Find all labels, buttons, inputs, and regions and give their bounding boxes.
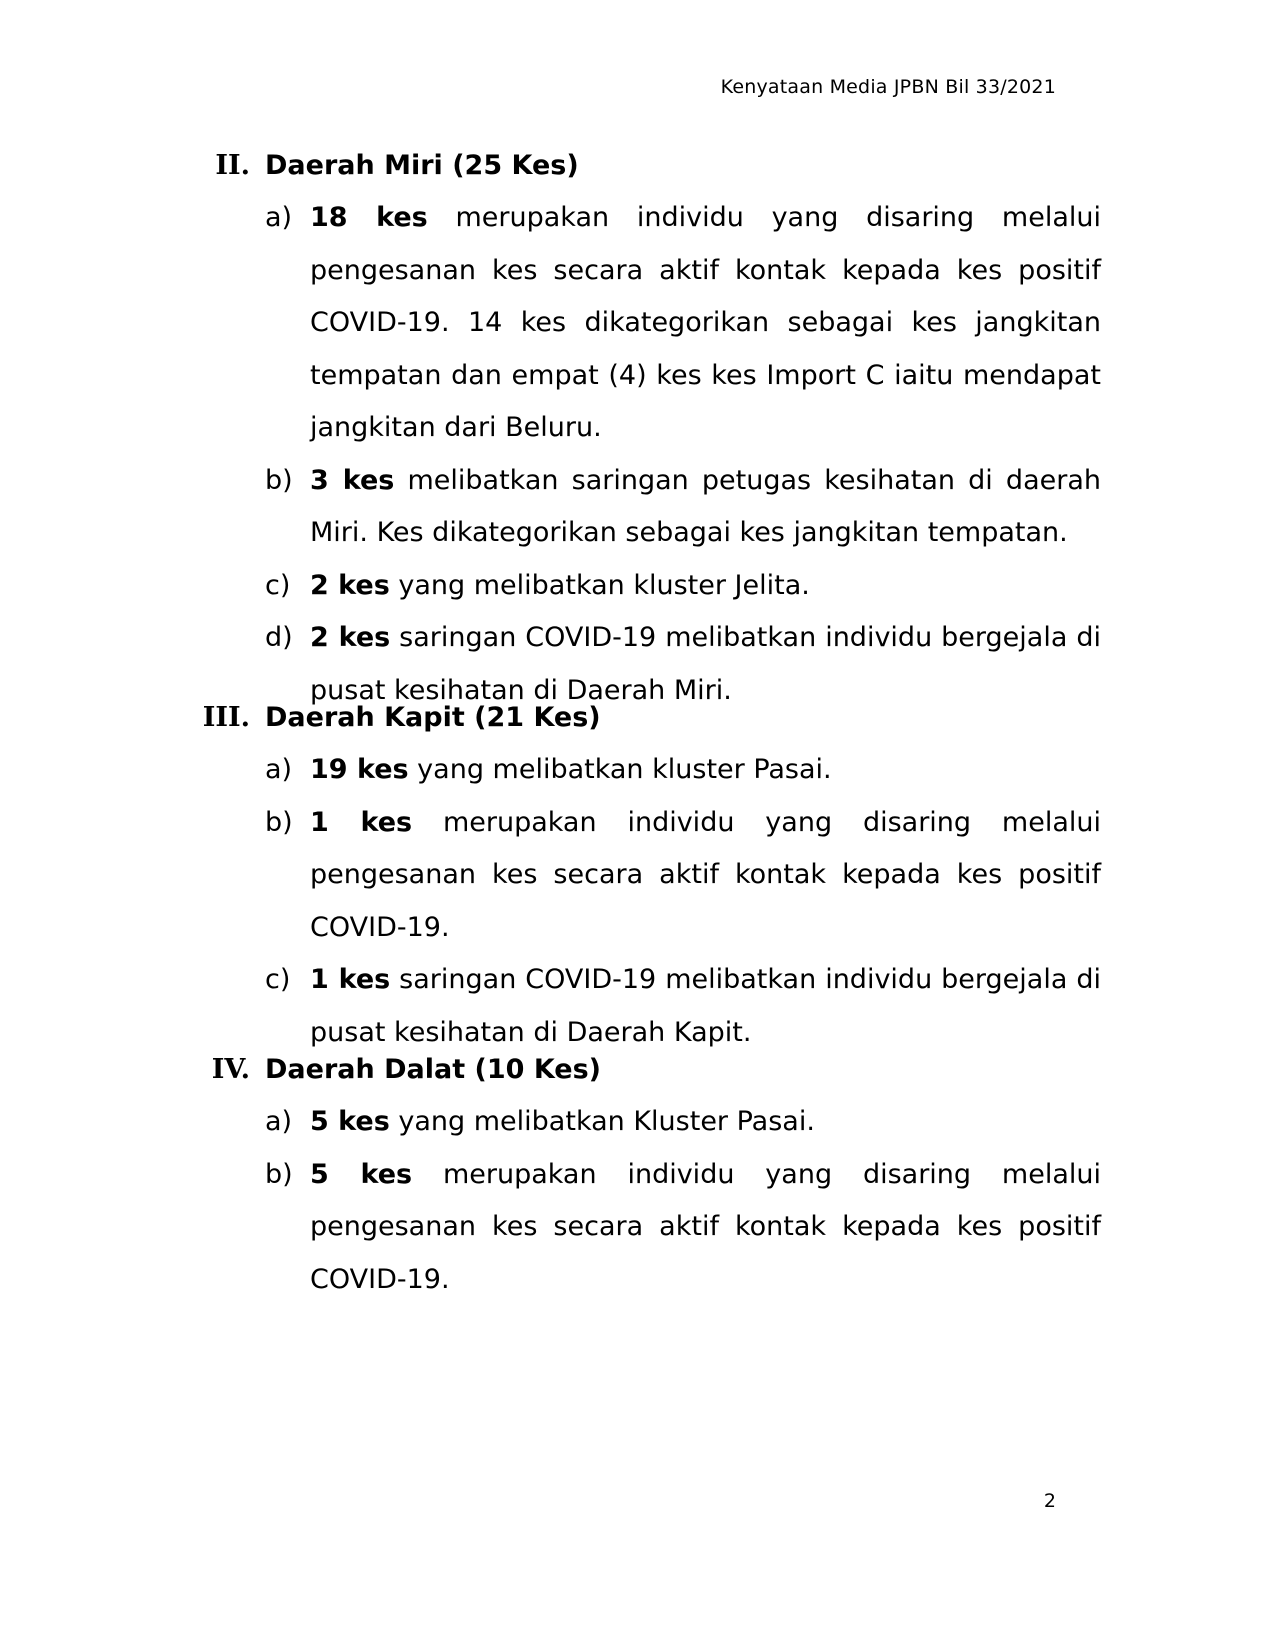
item-label: c) [265, 569, 291, 601]
list-item [0, 1149, 1275, 1307]
item-description: yang melibatkan kluster Jelita. [389, 569, 810, 601]
item-text [310, 192, 1101, 455]
item-description: saringan COVID-19 melibatkan individu bergejala di pusat kesihatan di Daerah Miri. [310, 622, 1101, 706]
item-text [310, 1096, 1101, 1149]
item-description: melibatkan saringan petugas kesihatan di daerah Miri. Kes dikategorikan sebagai kes jangkitan tempatan. [310, 464, 1101, 548]
case-count: 18 kes [310, 202, 428, 233]
item-description: saringan COVID-19 melibatkan individu bergejala di pusat kesihatan di Daerah Kapit. [310, 964, 1101, 1048]
section-daerah-dalat [0, 1044, 1275, 1306]
case-count: 5 kes [310, 1106, 390, 1137]
page-number: 2 [1043, 1490, 1056, 1512]
item-text [310, 455, 1101, 560]
case-count: 19 kes [310, 754, 409, 785]
list-item [0, 560, 1275, 613]
section-title: Daerah Kapit (21 Kes) [265, 702, 601, 733]
item-text [310, 560, 1101, 613]
section-numeral: IV. [211, 1054, 250, 1085]
item-label: b) [265, 806, 293, 838]
case-count: 2 kes [310, 622, 391, 653]
case-count: 5 kes [310, 1158, 413, 1190]
case-count: 1 kes [310, 964, 391, 995]
section-title: Daerah Miri (25 Kes) [265, 150, 579, 181]
item-label: a) [265, 754, 293, 785]
item-description: yang melibatkan Kluster Pasai. [389, 1106, 815, 1137]
list-item [0, 744, 1275, 797]
section-heading [0, 140, 1275, 192]
section-heading [0, 1044, 1275, 1096]
item-label: b) [265, 464, 293, 496]
item-text [310, 797, 1101, 955]
item-description: merupakan individu yang disaring melalui pengesanan kes secara aktif kontak kepada kes positif COVID-19. [310, 1158, 1101, 1295]
item-text [310, 1149, 1101, 1307]
item-label: a) [265, 202, 293, 233]
item-label: c) [265, 964, 291, 995]
case-count: 1 kes [310, 806, 413, 838]
item-text [310, 744, 1101, 797]
section-title: Daerah Dalat (10 Kes) [265, 1054, 601, 1085]
case-count: 3 kes [310, 464, 395, 496]
section-heading [0, 692, 1275, 744]
document-reference: Kenyataan Media JPBN Bil 33/2021 [720, 76, 1056, 98]
item-label: d) [265, 622, 293, 653]
section-daerah-kapit [0, 692, 1275, 1059]
item-label: a) [265, 1106, 293, 1137]
list-item [0, 455, 1275, 560]
item-label: b) [265, 1158, 293, 1190]
item-description: merupakan individu yang disaring melalui pengesanan kes secara aktif kontak kepada kes positif COVID-19. 14 kes dikategorikan sebagai kes jangkitan tempatan dan empat (4) kes kes Import C iaitu mendapat jangkitan dari Beluru. [310, 202, 1101, 443]
list-item [0, 192, 1275, 455]
case-count: 2 kes [310, 569, 390, 601]
list-item [0, 1096, 1275, 1149]
section-numeral: III. [202, 702, 250, 733]
list-item [0, 797, 1275, 955]
section-daerah-miri [0, 140, 1275, 717]
item-description: merupakan individu yang disaring melalui pengesanan kes secara aktif kontak kepada kes positif COVID-19. [310, 806, 1101, 943]
section-numeral: II. [215, 150, 250, 181]
item-description: yang melibatkan kluster Pasai. [408, 754, 832, 785]
